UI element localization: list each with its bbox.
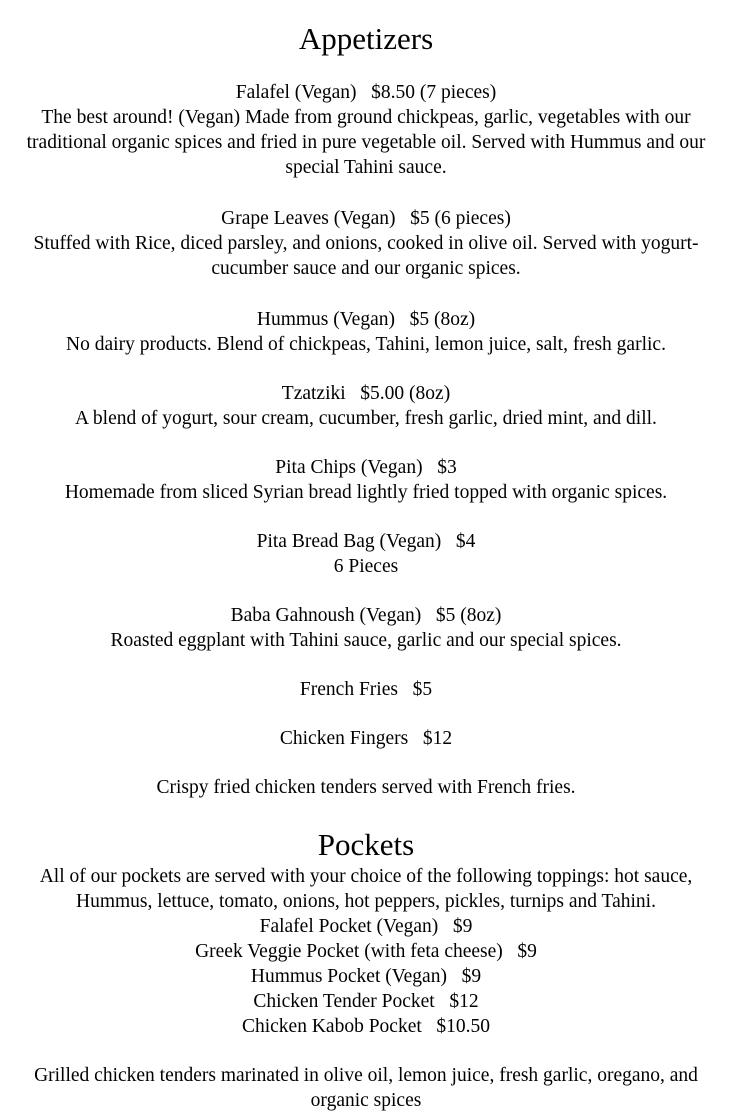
menu-item-chicken-fingers <box>8 726 724 800</box>
menu-item-title: Chicken Fingers $12 <box>279 728 453 749</box>
spacer <box>8 180 724 206</box>
menu-item-title: Grape Leaves (Vegan) $5 (6 pieces) <box>221 208 511 229</box>
spacer <box>8 579 724 603</box>
menu-item-description: Homemade from sliced Syrian bread lightly fried topped with organic spices. <box>64 482 668 503</box>
menu-item-falafel <box>8 80 724 180</box>
spacer <box>8 702 724 726</box>
menu-item-title: Pita Chips (Vegan) $3 <box>275 457 457 478</box>
spacer <box>8 281 724 307</box>
spacer <box>8 653 724 677</box>
menu-item-baba-gahnoush <box>8 603 724 653</box>
menu-item-description: Crispy fried chicken tenders served with French fries. <box>156 777 576 798</box>
menu-item-description: No dairy products. Blend of chickpeas, Tahini, lemon juice, salt, fresh garlic. <box>66 334 666 355</box>
menu-item-description: The best around! (Vegan) Made from ground chickpeas, garlic, vegetables with our traditional organic spices and fried in pure vegetable oil. Served with Hummus and our special Tahini sauce. <box>26 107 706 178</box>
menu-item-title: Falafel (Vegan) $8.50 (7 pieces) <box>235 82 497 103</box>
menu-item-title: French Fries $5 <box>299 679 433 700</box>
menu-item-title: Pita Bread Bag (Vegan) $4 <box>256 531 476 552</box>
menu-item-description: Roasted eggplant with Tahini sauce, garlic and our special spices. <box>110 630 622 651</box>
menu-item-description: Stuffed with Rice, diced parsley, and onions, cooked in olive oil. Served with yogurt-cucumber sauce and our organic spices. <box>33 233 699 279</box>
menu-item-description: 6 Pieces <box>333 556 399 577</box>
section-heading-appetizers: Appetizers <box>298 21 434 56</box>
spacer <box>8 751 724 775</box>
pockets-intro-text: All of our pockets are served with your choice of the following toppings: hot sauce, Hummus, lettuce, tomato, onions, hot peppers, pickles, turnips and Tahini. <box>39 866 693 912</box>
spacer <box>8 58 724 80</box>
menu-item-grape-leaves <box>8 206 724 281</box>
spacer <box>8 1039 724 1063</box>
pocket-item-chicken-tender: Chicken Tender Pocket $12 <box>253 991 479 1012</box>
menu-item-title: Baba Gahnoush (Vegan) $5 (8oz) <box>230 605 502 626</box>
menu-item-pita-bread-bag <box>8 529 724 579</box>
spacer <box>8 357 724 381</box>
menu-item-title: Hummus (Vegan) $5 (8oz) <box>256 309 476 330</box>
menu-item-title: Tzatziki $5.00 (8oz) <box>281 383 451 404</box>
menu-item-description: A blend of yogurt, sour cream, cucumber, fresh garlic, dried mint, and dill. <box>75 408 657 429</box>
pocket-item-falafel: Falafel Pocket (Vegan) $9 <box>259 916 473 937</box>
menu-item-tzatziki <box>8 381 724 431</box>
pockets-footer-note: Grilled chicken tenders marinated in olive oil, lemon juice, fresh garlic, oregano, and organic spices <box>34 1065 698 1111</box>
spacer <box>8 505 724 529</box>
menu-item-pita-chips <box>8 455 724 505</box>
pocket-item-hummus: Hummus Pocket (Vegan) $9 <box>250 966 482 987</box>
menu-item-hummus <box>8 307 724 357</box>
menu-item-french-fries <box>8 677 724 702</box>
section-heading-pockets: Pockets <box>317 827 415 862</box>
spacer <box>8 431 724 455</box>
pocket-item-chicken-kabob: Chicken Kabob Pocket $10.50 <box>241 1016 491 1037</box>
pocket-item-greek-veggie: Greek Veggie Pocket (with feta cheese) $9 <box>195 941 537 962</box>
